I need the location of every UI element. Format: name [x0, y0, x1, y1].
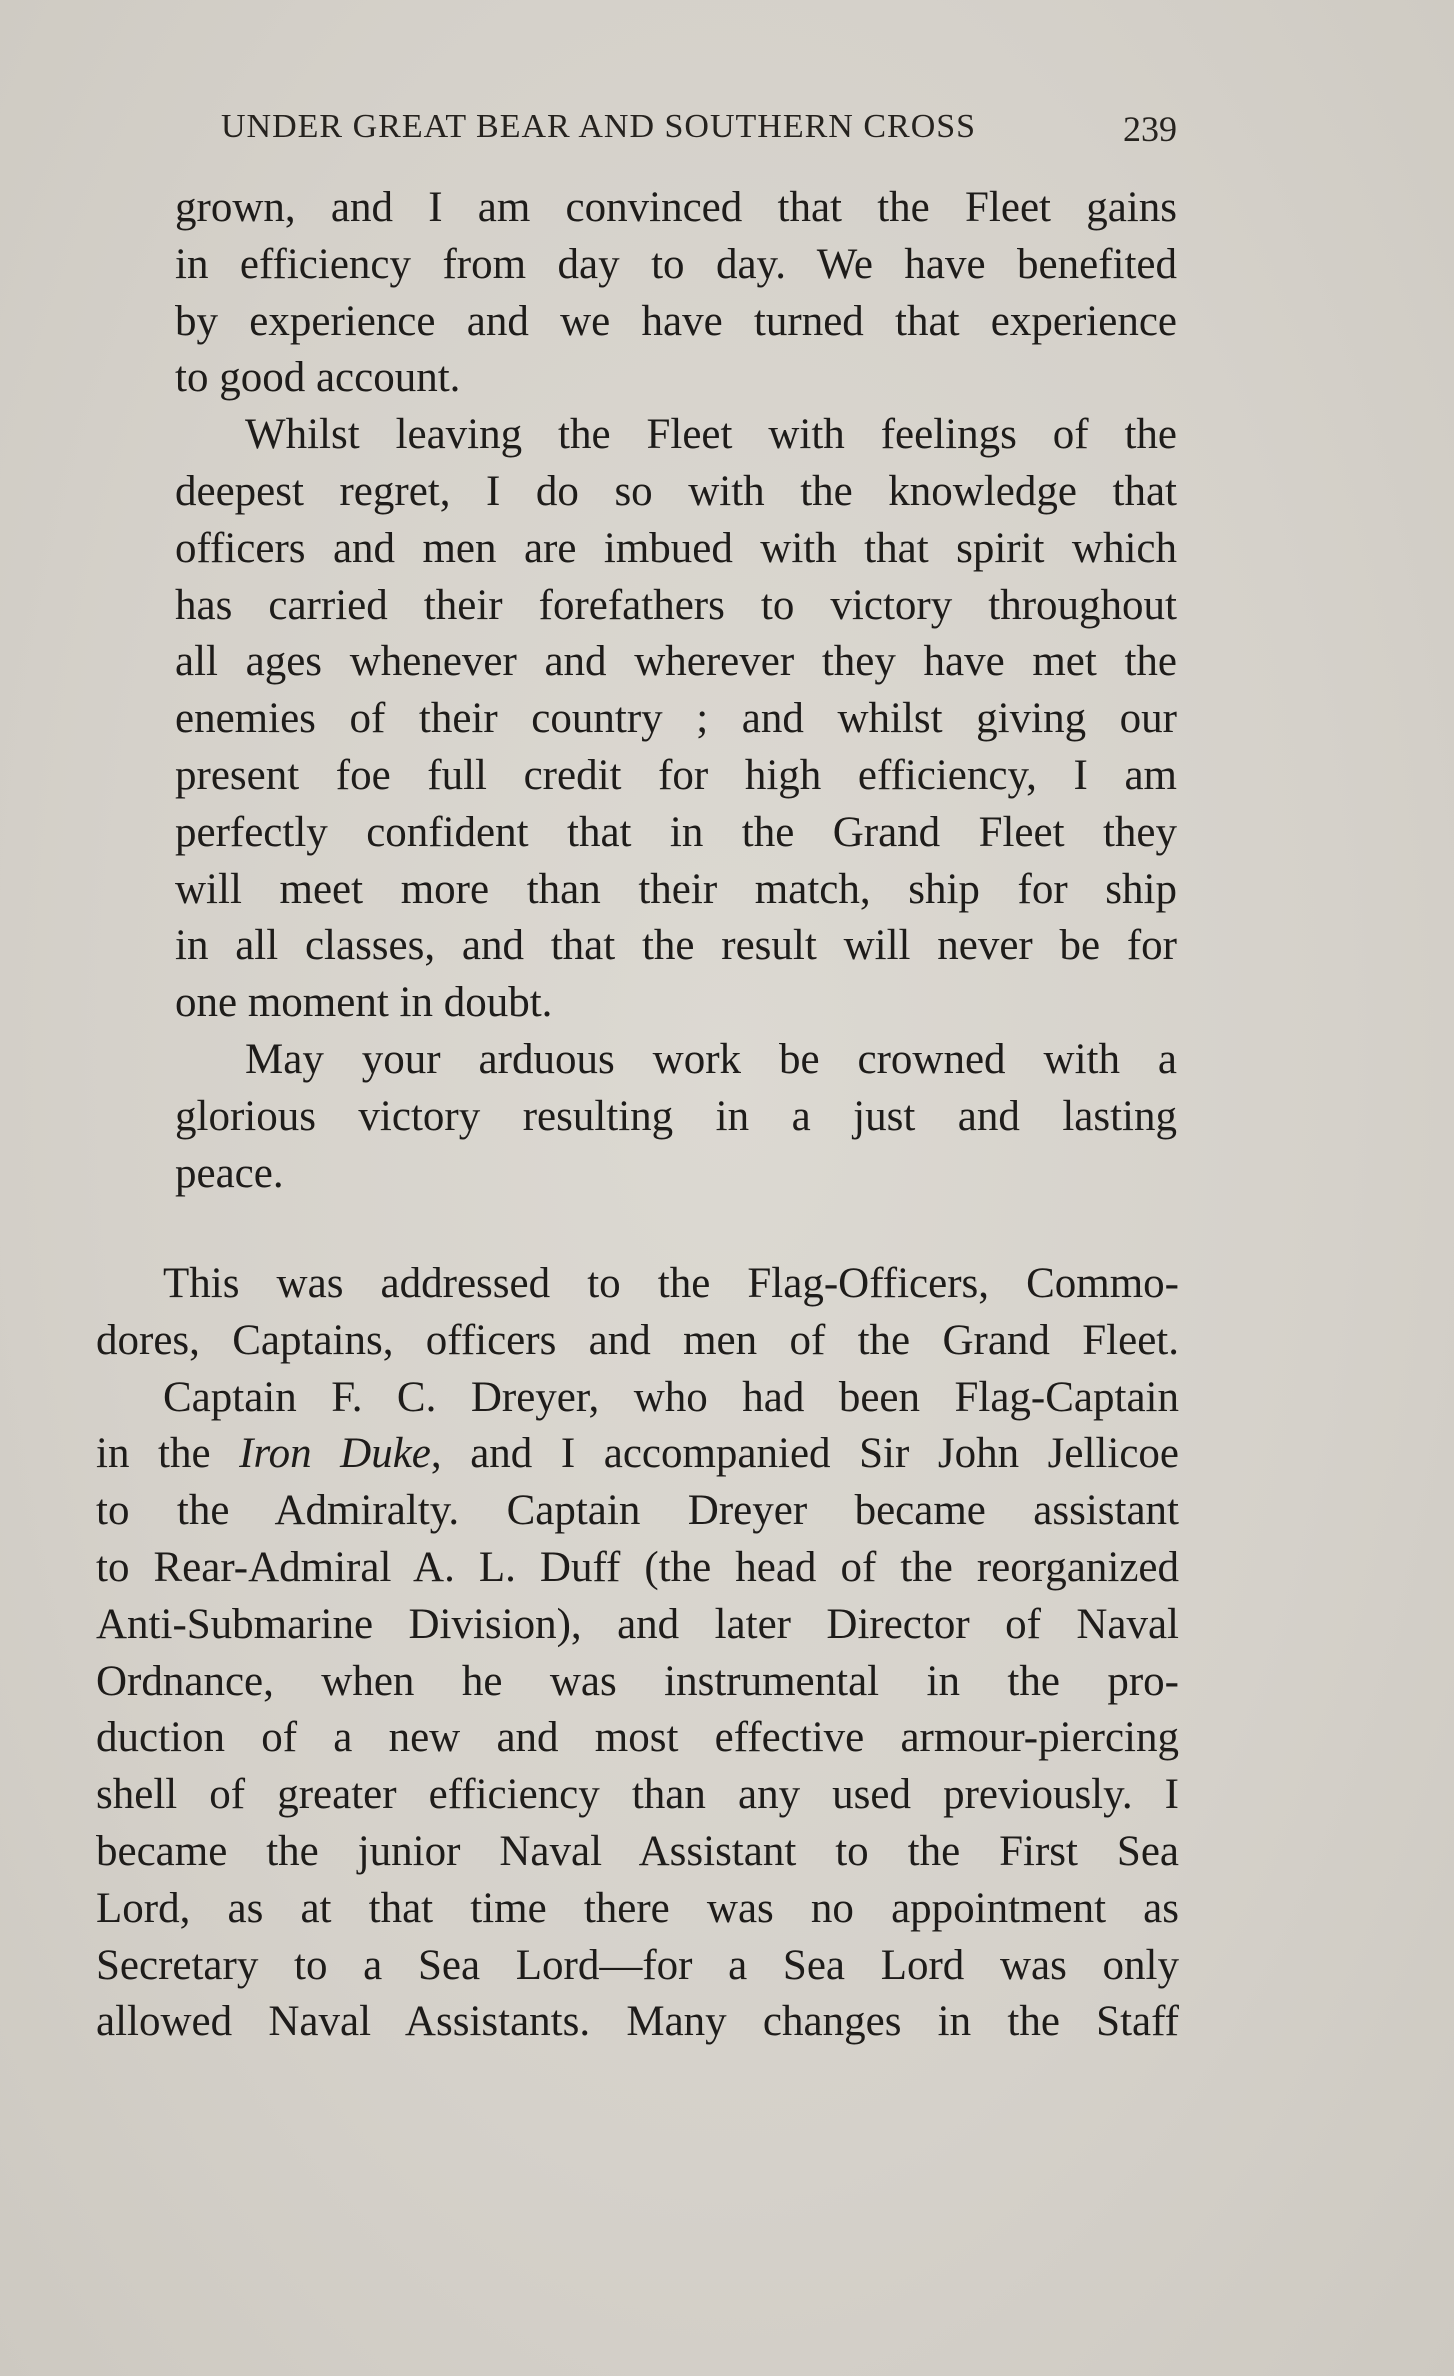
narrative-text	[96, 1256, 1179, 2051]
text-line: will meet more than their match, ship for ship	[175, 865, 1177, 913]
text-run: , and I accompanied Sir John Jellicoe	[430, 1430, 1179, 1478]
page-number: 239	[1123, 109, 1177, 149]
text-line: shell of greater efficiency than any used previously. I	[96, 1771, 1179, 1819]
text-line: Whilst leaving the Fleet with feelings of the	[245, 411, 1177, 459]
text-line: glorious victory resulting in a just and lasting	[175, 1092, 1177, 1140]
text-line: Captain F. C. Dreyer, who had been Flag-Captain	[163, 1373, 1179, 1421]
text-line: Ordnance, when he was instrumental in the pro-	[96, 1657, 1179, 1705]
text-line: to good account.	[175, 354, 461, 402]
text-line: May your arduous work be crowned with a	[245, 1035, 1177, 1083]
text-run: in the	[96, 1430, 240, 1478]
text-line: duction of a new and most effective armour-piercing	[96, 1714, 1179, 1762]
text-line: by experience and we have turned that experience	[175, 297, 1177, 345]
text-line: became the junior Naval Assistant to the First Sea	[96, 1827, 1179, 1875]
text-line: grown, and I am convinced that the Fleet gains	[175, 184, 1177, 231]
text-line: Anti-Submarine Division), and later Director of Naval	[96, 1600, 1179, 1648]
text-line: deepest regret, I do so with the knowledge that	[175, 467, 1177, 515]
text-line: perfectly confident that in the Grand Fleet they	[175, 808, 1177, 856]
text-line: Lord, as at that time there was no appointment as	[96, 1884, 1179, 1932]
text-line: to the Admiralty. Captain Dreyer became assistant	[96, 1487, 1179, 1535]
text-line: one moment in doubt.	[175, 979, 553, 1027]
body-paragraph	[96, 1256, 1179, 1370]
text-line: present foe full credit for high efficiency, I am	[175, 751, 1177, 799]
text-line: dores, Captains, officers and men of the Grand Fleet.	[96, 1316, 1179, 1364]
text-line: in all classes, and that the result will never be for	[175, 922, 1177, 970]
text-line-with-ship-name	[96, 1426, 1179, 1483]
text-line: to Rear-Admiral A. L. Duff (the head of the reorganized	[96, 1543, 1179, 1591]
text-line: allowed Naval Assistants. Many changes in the Staff	[96, 1998, 1179, 2046]
text-line: all ages whenever and wherever they have met the	[175, 638, 1177, 686]
text-line: in efficiency from day to day. We have benefited	[175, 240, 1177, 288]
body-paragraph	[96, 1370, 1179, 2052]
running-title: UNDER GREAT BEAR AND SOUTHERN CROSS	[221, 108, 977, 145]
letter-paragraph	[175, 1032, 1177, 1202]
text-line: This was addressed to the Flag-Officers, Commo-	[163, 1260, 1179, 1307]
running-head	[221, 108, 1177, 160]
quoted-letter	[175, 180, 1177, 1202]
letter-paragraph	[175, 407, 1177, 1032]
text-line: officers and men are imbued with that spirit which	[175, 524, 1177, 572]
letter-paragraph	[175, 180, 1177, 407]
text-line: enemies of their country ; and whilst giving our	[175, 695, 1177, 743]
ship-name-italic: Iron Duke	[239, 1430, 431, 1478]
text-line: peace.	[175, 1149, 284, 1197]
text-line: Secretary to a Sea Lord—for a Sea Lord was only	[96, 1941, 1179, 1989]
text-line: has carried their forefathers to victory throughout	[175, 581, 1177, 629]
